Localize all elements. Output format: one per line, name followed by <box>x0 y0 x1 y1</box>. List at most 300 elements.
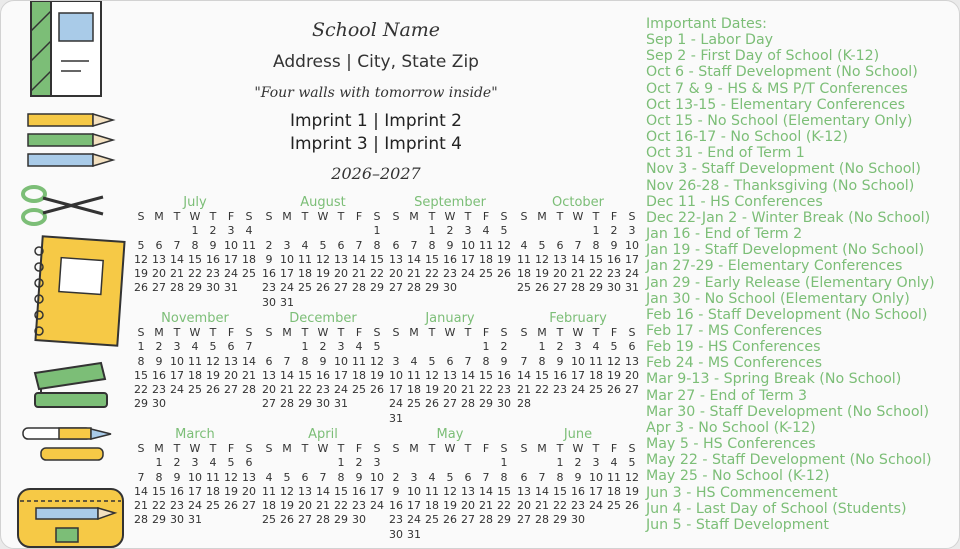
day-cell: 17 <box>170 368 184 382</box>
day-cell: 16 <box>316 368 330 382</box>
month-july <box>132 195 258 296</box>
day-cell: 10 <box>334 354 348 368</box>
weekday-label: W <box>572 210 584 223</box>
day-cell: 14 <box>535 484 549 498</box>
day-cell: 12 <box>607 354 621 368</box>
day-cell: 2 <box>265 238 273 252</box>
weekday-label: W <box>572 326 584 339</box>
day-cell: 4 <box>520 238 528 252</box>
day-cell: 7 <box>173 238 181 252</box>
day-cell: 20 <box>553 267 567 281</box>
day-cell: 8 <box>482 354 490 368</box>
weekday-label: W <box>189 326 201 339</box>
blank-cell <box>459 340 477 354</box>
day-cell: 2 <box>209 224 217 238</box>
blank-cell <box>533 224 551 238</box>
day-cell: 3 <box>464 224 472 238</box>
day-cell: 13 <box>334 252 348 266</box>
day-cell: 8 <box>137 354 145 368</box>
day-cell: 21 <box>461 383 475 397</box>
weekday-label: M <box>154 210 164 223</box>
day-cell: 2 <box>446 224 454 238</box>
important-date-item: Oct 31 - End of Term 1 <box>646 145 805 162</box>
month-grid <box>260 442 386 528</box>
day-cell: 3 <box>227 224 235 238</box>
day-cell: 30 <box>389 527 403 541</box>
month-january <box>387 311 513 426</box>
day-cell: 4 <box>191 340 199 354</box>
month-september <box>387 195 513 296</box>
weekday-label: S <box>520 442 528 455</box>
day-cell: 30 <box>443 281 457 295</box>
day-cell: 21 <box>535 499 549 513</box>
day-cell: 2 <box>173 456 181 470</box>
day-cell: 14 <box>280 368 294 382</box>
day-cell: 2 <box>556 340 564 354</box>
day-cell: 22 <box>188 267 202 281</box>
important-date-item: Mar 30 - Staff Development (No School) <box>646 403 930 420</box>
weekday-label: F <box>355 442 363 455</box>
month-grid <box>387 326 513 426</box>
weekday-label: S <box>628 442 636 455</box>
day-cell: 15 <box>334 484 348 498</box>
day-cell: 30 <box>262 295 276 309</box>
day-cell: 5 <box>319 238 327 252</box>
day-cell: 7 <box>355 238 363 252</box>
day-cell: 5 <box>446 470 454 484</box>
school-motto: "Four walls with tomorrow inside" <box>254 85 498 101</box>
weekday-label: T <box>301 210 309 223</box>
day-cell: 14 <box>170 252 184 266</box>
month-august <box>260 195 386 310</box>
day-cell: 18 <box>407 383 421 397</box>
weekday-label: M <box>154 442 164 455</box>
day-cell: 11 <box>589 354 603 368</box>
weekday-label: F <box>482 442 490 455</box>
weekday-label: T <box>464 442 472 455</box>
day-cell: 19 <box>280 499 294 513</box>
day-cell: 26 <box>443 513 457 527</box>
day-cell: 29 <box>298 397 312 411</box>
month-november <box>132 311 258 412</box>
day-cell: 26 <box>625 499 639 513</box>
blank-cell <box>569 224 587 238</box>
day-cell: 22 <box>370 267 384 281</box>
day-cell: 23 <box>170 499 184 513</box>
important-date-item: Feb 16 - Staff Development (No School) <box>646 306 928 323</box>
blank-cell <box>260 224 278 238</box>
day-cell: 3 <box>592 456 600 470</box>
weekday-label: T <box>556 210 564 223</box>
day-cell: 1 <box>556 456 564 470</box>
important-date-item: Apr 3 - No School (K-12) <box>646 419 816 436</box>
day-cell: 24 <box>370 499 384 513</box>
weekday-label: W <box>444 210 456 223</box>
day-cell: 6 <box>556 238 564 252</box>
month-name: December <box>289 311 357 326</box>
month-april <box>260 427 386 528</box>
weekday-label: F <box>227 442 235 455</box>
weekday-label: F <box>355 210 363 223</box>
day-cell: 18 <box>517 267 531 281</box>
day-cell: 16 <box>206 252 220 266</box>
day-cell: 22 <box>152 499 166 513</box>
day-cell: 20 <box>152 267 166 281</box>
day-cell: 24 <box>589 499 603 513</box>
day-cell: 4 <box>610 456 618 470</box>
day-cell: 28 <box>134 513 148 527</box>
day-cell: 1 <box>301 340 309 354</box>
day-cell: 12 <box>224 470 238 484</box>
weekday-label: M <box>409 326 419 339</box>
day-cell: 14 <box>407 252 421 266</box>
day-cell: 10 <box>170 354 184 368</box>
day-cell: 26 <box>134 281 148 295</box>
month-name: April <box>308 427 338 442</box>
day-cell: 28 <box>571 281 585 295</box>
important-date-item: Jan 29 - Early Release (Elementary Only) <box>646 274 935 291</box>
day-cell: 18 <box>242 252 256 266</box>
weekday-label: S <box>137 442 145 455</box>
weekday-label: W <box>572 442 584 455</box>
day-cell: 29 <box>497 513 511 527</box>
day-cell: 5 <box>428 354 436 368</box>
day-cell: 27 <box>461 513 475 527</box>
day-cell: 19 <box>370 368 384 382</box>
day-cell: 9 <box>556 354 564 368</box>
day-cell: 20 <box>334 267 348 281</box>
day-cell: 28 <box>407 281 421 295</box>
day-cell: 30 <box>316 397 330 411</box>
day-cell: 7 <box>520 354 528 368</box>
weekday-label: F <box>482 326 490 339</box>
important-date-item: Jun 5 - Staff Development <box>646 516 829 533</box>
weekday-label: T <box>592 210 600 223</box>
pencils-icon <box>28 114 113 166</box>
day-cell: 24 <box>625 267 639 281</box>
weekday-label: M <box>282 210 292 223</box>
day-cell: 18 <box>352 368 366 382</box>
weekday-label: S <box>373 326 381 339</box>
weekday-label: S <box>520 210 528 223</box>
day-cell: 3 <box>173 340 181 354</box>
blank-cell <box>423 456 441 470</box>
day-cell: 18 <box>298 267 312 281</box>
blank-cell <box>387 224 405 238</box>
month-name: June <box>563 427 593 442</box>
day-cell: 6 <box>446 354 454 368</box>
weekday-label: M <box>537 326 547 339</box>
weekday-label: T <box>428 210 436 223</box>
day-cell: 13 <box>517 484 531 498</box>
day-cell: 25 <box>407 397 421 411</box>
day-cell: 15 <box>134 368 148 382</box>
day-cell: 13 <box>224 354 238 368</box>
weekday-label: T <box>337 326 345 339</box>
important-date-item: Oct 16-17 - No School (K-12) <box>646 129 848 146</box>
weekday-label: F <box>610 210 618 223</box>
day-cell: 20 <box>443 383 457 397</box>
day-cell: 27 <box>152 281 166 295</box>
day-cell: 26 <box>425 397 439 411</box>
day-cell: 27 <box>242 499 256 513</box>
weekday-label: S <box>500 326 508 339</box>
day-cell: 25 <box>517 281 531 295</box>
day-cell: 28 <box>535 513 549 527</box>
month-name: September <box>414 195 486 210</box>
day-cell: 22 <box>334 499 348 513</box>
month-name: August <box>300 195 346 210</box>
day-cell: 22 <box>553 499 567 513</box>
day-cell: 13 <box>443 368 457 382</box>
day-cell: 18 <box>607 484 621 498</box>
blank-cell <box>332 224 350 238</box>
day-cell: 7 <box>245 340 253 354</box>
day-cell: 25 <box>188 383 202 397</box>
day-cell: 7 <box>574 238 582 252</box>
weekday-label: T <box>337 210 345 223</box>
day-cell: 3 <box>373 456 381 470</box>
weekday-label: M <box>154 326 164 339</box>
day-cell: 31 <box>625 281 639 295</box>
day-cell: 16 <box>389 499 403 513</box>
day-cell: 26 <box>316 281 330 295</box>
day-cell: 2 <box>500 340 508 354</box>
important-date-item: Dec 22-Jan 2 - Winter Break (No School) <box>646 209 931 226</box>
day-cell: 12 <box>134 252 148 266</box>
day-cell: 14 <box>571 252 585 266</box>
important-date-item: Nov 26-28 - Thanksgiving (No School) <box>646 177 915 194</box>
important-date-item: May 5 - HS Conferences <box>646 436 816 453</box>
weekday-label: T <box>301 442 309 455</box>
day-cell: 25 <box>607 499 621 513</box>
blank-cell <box>405 340 423 354</box>
day-cell: 15 <box>589 252 603 266</box>
day-cell: 24 <box>571 383 585 397</box>
day-cell: 1 <box>592 224 600 238</box>
day-cell: 3 <box>410 470 418 484</box>
day-cell: 27 <box>553 281 567 295</box>
day-cell: 19 <box>206 368 220 382</box>
important-date-item: Oct 15 - No School (Elementary Only) <box>646 112 913 129</box>
day-cell: 18 <box>589 368 603 382</box>
month-grid <box>515 326 641 412</box>
day-cell: 27 <box>262 397 276 411</box>
important-date-item: Oct 7 & 9 - HS & MS P/T Conferences <box>646 80 908 97</box>
day-cell: 26 <box>370 383 384 397</box>
day-cell: 6 <box>628 340 636 354</box>
day-cell: 5 <box>610 340 618 354</box>
school-supplies-illustration <box>1 1 131 549</box>
day-cell: 7 <box>137 470 145 484</box>
important-dates-list <box>646 16 951 533</box>
blank-cell <box>405 224 423 238</box>
day-cell: 4 <box>482 224 490 238</box>
day-cell: 8 <box>191 238 199 252</box>
weekday-label: F <box>227 210 235 223</box>
school-year: 2026–2027 <box>331 164 421 183</box>
day-cell: 10 <box>407 484 421 498</box>
important-date-item: Jan 19 - Staff Development (No School) <box>646 242 925 259</box>
day-cell: 29 <box>553 513 567 527</box>
day-cell: 23 <box>389 513 403 527</box>
day-cell: 5 <box>227 456 235 470</box>
month-grid <box>132 326 258 412</box>
day-cell: 2 <box>319 340 327 354</box>
day-cell: 11 <box>242 238 256 252</box>
weekday-label: T <box>209 210 217 223</box>
weekday-label: T <box>173 326 181 339</box>
day-cell: 24 <box>280 281 294 295</box>
day-cell: 1 <box>373 224 381 238</box>
month-grid <box>132 210 258 296</box>
day-cell: 6 <box>227 340 235 354</box>
day-cell: 24 <box>461 267 475 281</box>
day-cell: 3 <box>574 340 582 354</box>
weekday-label: F <box>610 442 618 455</box>
important-date-item: Jan 30 - No School (Elementary Only) <box>646 290 910 307</box>
day-cell: 25 <box>298 281 312 295</box>
blank-cell <box>551 224 569 238</box>
day-cell: 4 <box>209 456 217 470</box>
weekday-label: S <box>392 442 400 455</box>
day-cell: 21 <box>517 383 531 397</box>
day-cell: 31 <box>407 527 421 541</box>
day-cell: 11 <box>517 252 531 266</box>
day-cell: 15 <box>425 252 439 266</box>
month-june <box>515 427 641 528</box>
weekday-label: T <box>556 442 564 455</box>
day-cell: 15 <box>370 252 384 266</box>
day-cell: 19 <box>625 484 639 498</box>
weekday-label: T <box>556 326 564 339</box>
day-cell: 23 <box>607 267 621 281</box>
day-cell: 25 <box>425 513 439 527</box>
day-cell: 23 <box>316 383 330 397</box>
weekday-label: S <box>265 210 273 223</box>
day-cell: 24 <box>389 397 403 411</box>
day-cell: 22 <box>589 267 603 281</box>
day-cell: 15 <box>553 484 567 498</box>
blank-cell <box>350 224 368 238</box>
weekday-label: T <box>209 326 217 339</box>
weekday-label: M <box>282 326 292 339</box>
day-cell: 14 <box>134 484 148 498</box>
day-cell: 1 <box>500 456 508 470</box>
day-cell: 21 <box>134 499 148 513</box>
day-cell: 28 <box>316 513 330 527</box>
blank-cell <box>515 456 533 470</box>
day-cell: 4 <box>592 340 600 354</box>
day-cell: 25 <box>206 499 220 513</box>
blank-cell <box>459 456 477 470</box>
day-cell: 23 <box>206 267 220 281</box>
blank-cell <box>477 456 495 470</box>
day-cell: 17 <box>625 252 639 266</box>
day-cell: 11 <box>298 252 312 266</box>
day-cell: 16 <box>497 368 511 382</box>
day-cell: 29 <box>334 513 348 527</box>
day-cell: 16 <box>571 484 585 498</box>
day-cell: 27 <box>334 281 348 295</box>
weekday-label: S <box>373 210 381 223</box>
day-cell: 25 <box>352 383 366 397</box>
day-cell: 20 <box>461 499 475 513</box>
day-cell: 30 <box>206 281 220 295</box>
day-cell: 21 <box>280 383 294 397</box>
day-cell: 4 <box>265 470 273 484</box>
day-cell: 7 <box>283 354 291 368</box>
weekday-label: M <box>282 442 292 455</box>
day-cell: 8 <box>373 238 381 252</box>
day-cell: 23 <box>443 267 457 281</box>
day-cell: 2 <box>355 456 363 470</box>
day-cell: 9 <box>610 238 618 252</box>
day-cell: 18 <box>206 484 220 498</box>
day-cell: 30 <box>571 513 585 527</box>
day-cell: 1 <box>337 456 345 470</box>
weekday-label: S <box>500 442 508 455</box>
weekday-label: S <box>245 210 253 223</box>
month-name: November <box>161 311 229 326</box>
blank-cell <box>260 340 278 354</box>
day-cell: 10 <box>589 470 603 484</box>
month-december <box>260 311 386 412</box>
day-cell: 6 <box>392 238 400 252</box>
day-cell: 5 <box>538 238 546 252</box>
day-cell: 20 <box>242 484 256 498</box>
weekday-label: S <box>265 442 273 455</box>
day-cell: 3 <box>628 224 636 238</box>
month-name: May <box>436 427 464 442</box>
day-cell: 31 <box>280 295 294 309</box>
month-name: October <box>551 195 605 210</box>
day-cell: 11 <box>407 368 421 382</box>
blank-cell <box>314 224 332 238</box>
day-cell: 23 <box>571 499 585 513</box>
day-cell: 21 <box>352 267 366 281</box>
blank-cell <box>296 456 314 470</box>
day-cell: 25 <box>242 267 256 281</box>
day-cell: 30 <box>170 513 184 527</box>
blank-cell <box>278 340 296 354</box>
weekday-label: F <box>355 326 363 339</box>
day-cell: 6 <box>265 354 273 368</box>
day-cell: 16 <box>553 368 567 382</box>
weekday-label: S <box>137 210 145 223</box>
month-may <box>387 427 513 542</box>
day-cell: 14 <box>352 252 366 266</box>
important-date-item: Oct 6 - Staff Development (No School) <box>646 64 918 81</box>
month-grid <box>515 210 641 296</box>
blank-cell <box>405 456 423 470</box>
imprint-line-2: Imprint 3 | Imprint 4 <box>289 134 462 154</box>
day-cell: 23 <box>352 499 366 513</box>
weekday-label: S <box>373 442 381 455</box>
day-cell: 15 <box>188 252 202 266</box>
day-cell: 26 <box>497 267 511 281</box>
month-grid <box>515 442 641 528</box>
important-date-item: Mar 27 - End of Term 3 <box>646 387 808 404</box>
day-cell: 18 <box>425 499 439 513</box>
weekday-label: T <box>337 442 345 455</box>
weekday-label: S <box>137 326 145 339</box>
day-cell: 5 <box>283 470 291 484</box>
school-address: Address | City, State Zip <box>273 52 479 72</box>
day-cell: 12 <box>370 354 384 368</box>
weekday-label: S <box>628 326 636 339</box>
day-cell: 29 <box>425 281 439 295</box>
